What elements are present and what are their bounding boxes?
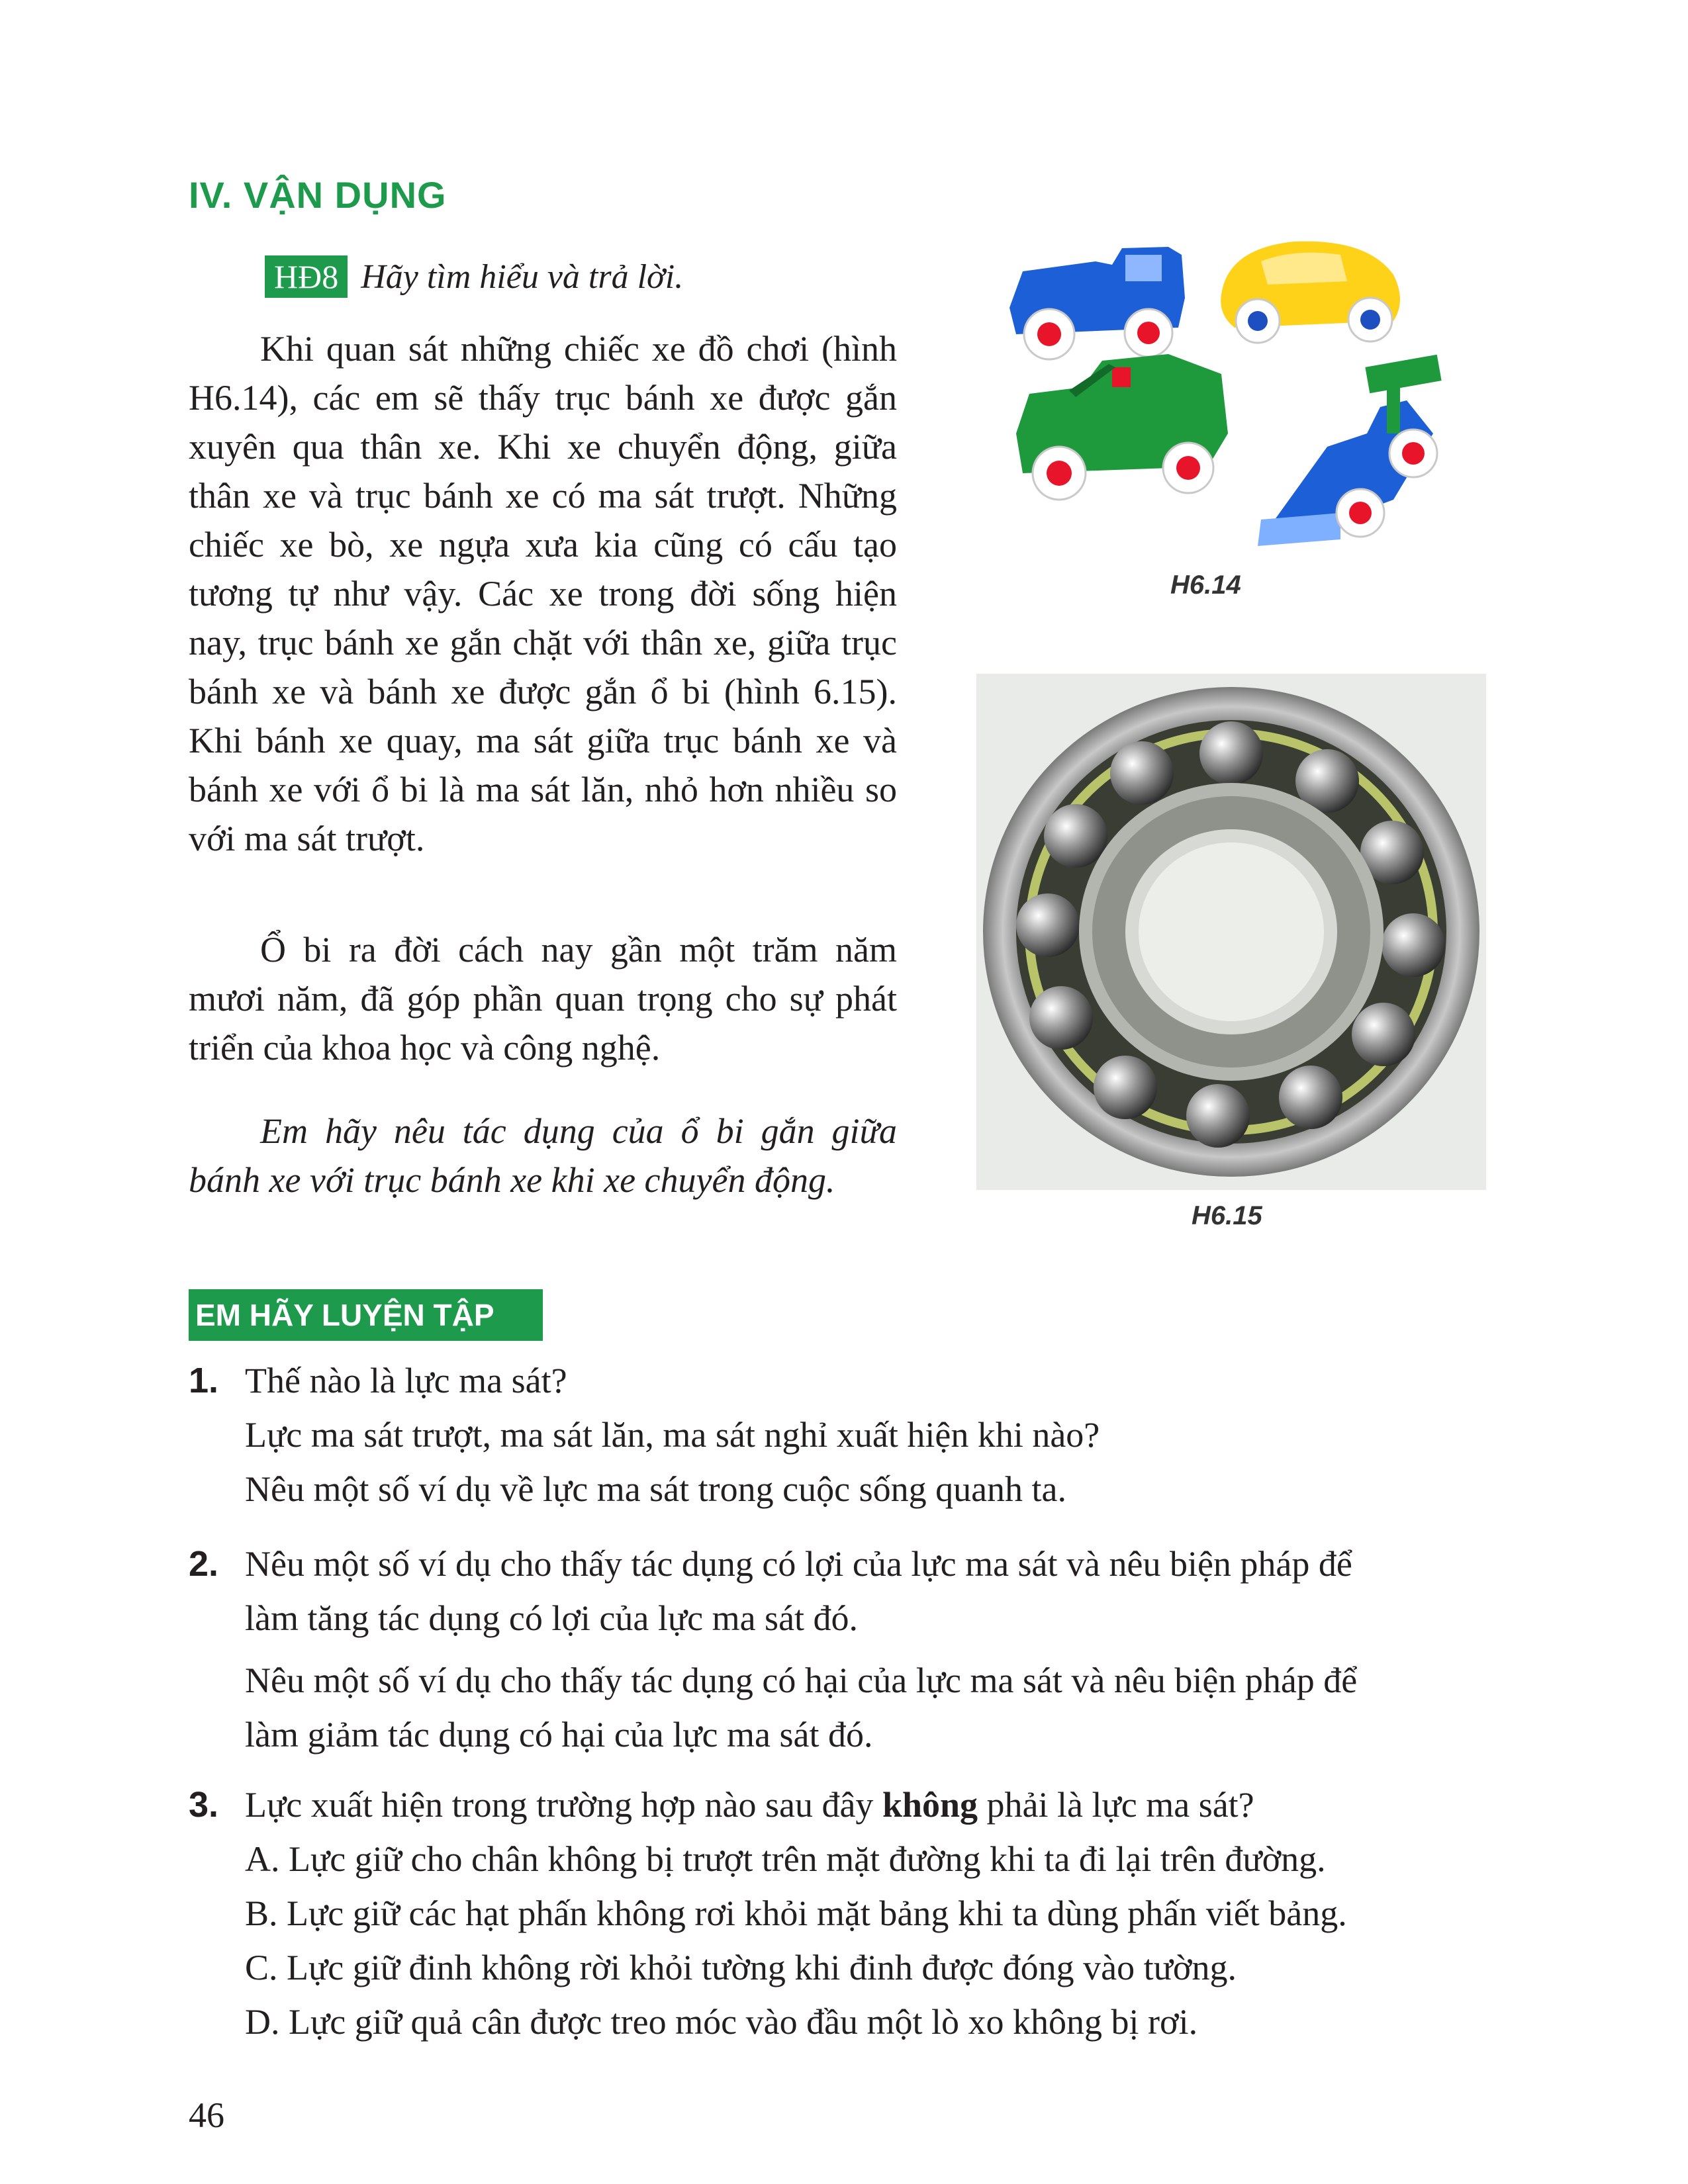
stem-text: phải là lực ma sát? — [978, 1785, 1254, 1825]
figure-caption-h6-14: H6.14 — [1170, 570, 1241, 600]
question-2 — [189, 1537, 1513, 1762]
question-line: làm tăng tác dụng có lợi của lực ma sát đó. — [245, 1598, 859, 1638]
stem-emphasis: không — [882, 1785, 978, 1825]
toy-race-car — [1258, 355, 1442, 546]
question-line: Nêu một số ví dụ cho thấy tác dụng có hại của lực ma sát và nêu biện pháp để — [245, 1661, 1358, 1700]
question-3 — [189, 1778, 1513, 2049]
question-number: 2. — [189, 1544, 219, 1584]
question-number: 1. — [189, 1361, 219, 1400]
activity-line — [265, 255, 683, 298]
question-line: Nêu một số ví dụ về lực ma sát trong cuộc sống quanh ta. — [245, 1469, 1067, 1509]
activity-instruction: Hãy tìm hiểu và trả lời. — [361, 258, 684, 296]
yellow-toy-car — [1221, 242, 1400, 343]
question-number: 3. — [189, 1785, 219, 1825]
question-line: làm giảm tác dụng có hại của lực ma sát đó. — [245, 1715, 873, 1754]
question-line: Nêu một số ví dụ cho thấy tác dụng có lợi của lực ma sát và nêu biện pháp để — [245, 1544, 1352, 1584]
answer-option-b: B. Lực giữ các hạt phấn không rơi khỏi mặt bảng khi ta dùng phấn viết bảng. — [245, 1893, 1347, 1933]
paragraph-question: Em hãy nêu tác dụng của ổ bi gắn giữa bánh xe với trục bánh xe khi xe chuyển động. — [189, 1111, 897, 1200]
paragraph-bearing-intro: Khi quan sát những chiếc xe đồ chơi (hình H6.14), các em sẽ thấy trục bánh xe được gắn xuyên qua thân xe. Khi xe chuyển động, giữa thân xe và trục bánh xe có ma sát trượt. Những chiếc xe bò, xe ngựa xưa kia cũng có cấu tạo tương tự như vậy. Các xe trong đời sống hiện nay, trục bánh xe gắn chặt với thân xe, giữa trục bánh xe và bánh xe được gắn ổ bi (hình 6.15). Khi bánh xe quay, ma sát giữa trục bánh xe và bánh xe với ổ bi là ma sát lăn, nhỏ hơn nhiều so với ma sát trượt. — [189, 329, 897, 858]
toy-cars-image — [996, 235, 1453, 559]
answer-option-a: A. Lực giữ cho chân không bị trượt trên mặt đường khi ta đi lại trên đường. — [245, 1839, 1326, 1879]
question-1 — [189, 1353, 1513, 1516]
figure-caption-h6-15: H6.15 — [1192, 1201, 1262, 1230]
ball-bearing-image — [976, 674, 1486, 1190]
page-number: 46 — [189, 2095, 224, 2135]
section-heading: IV. VẬN DỤNG — [189, 174, 447, 216]
question-line: Thế nào là lực ma sát? — [245, 1361, 567, 1400]
answer-option-d: D. Lực giữ quả cân được treo móc vào đầu một lò xo không bị rơi. — [245, 2002, 1198, 2042]
stem-text: Lực xuất hiện trong trường hợp nào sau đây — [245, 1785, 882, 1825]
blue-toy-truck — [1009, 247, 1185, 359]
activity-badge: HĐ8 — [265, 255, 348, 298]
question-stem — [245, 1778, 1513, 1832]
paragraph-bearing-history: Ổ bi ra đời cách nay gần một trăm năm mươi năm, đã góp phần quan trọng cho sự phát triển của khoa học và công nghệ. — [189, 930, 897, 1068]
green-toy-jeep — [1016, 354, 1228, 500]
practice-banner: EM HÃY LUYỆN TẬP — [189, 1289, 543, 1341]
answer-option-c: C. Lực giữ đinh không rời khỏi tường khi đinh được đóng vào tường. — [245, 1948, 1237, 1987]
question-line: Lực ma sát trượt, ma sát lăn, ma sát nghỉ xuất hiện khi nào? — [245, 1415, 1100, 1455]
